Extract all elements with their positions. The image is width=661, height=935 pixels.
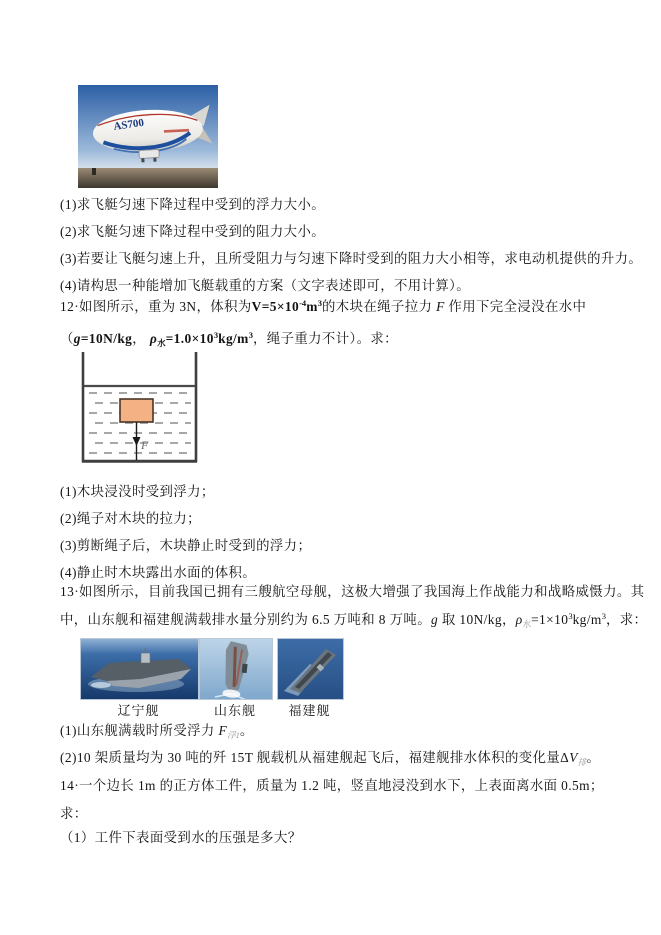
q12-text: ， (132, 331, 150, 346)
exponent: 3 (213, 330, 219, 340)
density-subscript: 水 (157, 338, 166, 348)
island-superstructure (141, 653, 150, 663)
landing-gear-right (153, 158, 156, 162)
gravity-value: =10N/kg (80, 331, 133, 346)
density-value: =1.0×10 (165, 331, 214, 346)
q11-item-3: (3)若要让飞艇匀速上升，且所受阻力与匀速下降时受到的阻力大小相等，求电动机提供的升力。 (60, 251, 643, 266)
q13-stem-line1: 13·如图所示，目前我国已拥有三艘航空母舰，这极大增强了我国海上作战能力和战略威慑力。其 (60, 584, 645, 599)
q14-stem-line1: 14·一个边长 1m 的正方体工件，质量为 1.2 吨，竖直地浸没到水下，上表面离水面 0.5m； (60, 778, 604, 793)
force-arrow-down (133, 437, 141, 446)
tank-figure (81, 352, 198, 463)
force-symbol: F (436, 299, 445, 314)
gondola (139, 149, 159, 158)
q12-text: ，绳子重力不计）。求： (252, 331, 398, 346)
q13-text: ，求： (605, 612, 648, 627)
gravity-symbol: g (431, 612, 439, 627)
shandong-illustration (200, 639, 272, 699)
volume-symbol: V (569, 750, 578, 765)
landing-gear-left (141, 158, 144, 162)
unit-m: m (306, 299, 318, 314)
airship-photo (78, 85, 218, 188)
island-superstructure (242, 664, 248, 673)
q14-item-1: （1）工件下表面受到水的压强是多大？ (60, 830, 302, 845)
formula-volume: V=5×10 (251, 299, 300, 314)
q11-item-2: (2)求飞艇匀速下降过程中受到的阻力大小。 (60, 224, 326, 239)
ground-figure (92, 168, 96, 175)
q13-text: 中，山东舰和福建舰满载排水量分别约为 6.5 万吨和 8 万吨。 (60, 612, 431, 627)
q12-item-3: (3)剪断绳子后，木块静止时受到的浮力； (60, 538, 312, 553)
carrier-label-liaoning: 辽宁舰 (117, 703, 160, 718)
ground (78, 168, 218, 188)
q12-text: 12·如图所示，重为 3N，体积为 (60, 299, 252, 314)
exponent: 3 (601, 611, 606, 621)
q11-item-1: (1)求飞艇匀速下降过程中受到的浮力大小。 (60, 197, 326, 212)
gravity-symbol: g (73, 331, 81, 346)
q13-stem-line2 (60, 609, 647, 630)
fujian-illustration (278, 639, 343, 699)
q12-stem-line1 (60, 296, 586, 315)
q13-text: (1)山东舰满载时所受浮力 (60, 723, 219, 738)
carrier-photo-shandong (199, 638, 273, 700)
q12-item-1: (1)木块浸没时受到浮力； (60, 484, 215, 499)
carrier-photo-liaoning (80, 638, 199, 700)
q13-text: 。 (239, 723, 254, 738)
density-unit: kg/m (572, 612, 602, 627)
carrier-photo-fujian (277, 638, 344, 700)
exponent: 3 (248, 330, 253, 340)
buoyancy-symbol: F (218, 723, 228, 738)
density-symbol: ρ (149, 331, 158, 346)
q12-text: 作用下完全浸没在水中 (444, 299, 587, 314)
exponent: 3 (568, 611, 573, 621)
q12-text: （ (60, 331, 74, 346)
q12-text: 的木块在绳子拉力 (322, 299, 437, 314)
airship-marking-text: AS700 (112, 116, 145, 133)
q13-text: 。 (586, 750, 601, 765)
carrier-label-shandong: 山东舰 (213, 703, 256, 718)
q14-stem-line2: 求： (60, 806, 88, 821)
q12-item-2: (2)绳子对木块的拉力； (60, 511, 201, 526)
density-symbol: ρ (515, 612, 523, 627)
airship-illustration (78, 85, 218, 188)
carrier-label-fujian: 福建舰 (288, 703, 331, 718)
bow-wake (91, 682, 111, 688)
q12-stem-line2 (60, 328, 398, 349)
q13-item-2 (60, 747, 600, 768)
q13-text: (2)10 架质量均为 30 吨的歼 15T 舰载机从福建舰起飞后，福建舰排水体积的变化量Δ (60, 750, 570, 765)
q13-text: 取 10N/kg， (438, 612, 516, 627)
buoyancy-subscript: 浮1 (227, 730, 240, 740)
q11-item-4: (4)请构思一种能增加飞艇载重的方案（文字表述即可，不用计算）。 (60, 278, 471, 293)
volume-subscript: 排 (577, 757, 587, 767)
q13-item-1 (60, 720, 254, 741)
tank-diagram (81, 352, 198, 463)
force-label: F (141, 438, 149, 452)
liaoning-illustration (81, 639, 198, 699)
exponent: -4 (299, 298, 307, 308)
density-unit: kg/m (218, 331, 249, 346)
wooden-block (120, 399, 153, 422)
density-subscript: 水 (522, 619, 532, 629)
q12-item-4: (4)静止时木块露出水面的体积。 (60, 565, 257, 580)
density-value: =1×10 (531, 612, 569, 627)
exponent: 3 (317, 298, 322, 308)
